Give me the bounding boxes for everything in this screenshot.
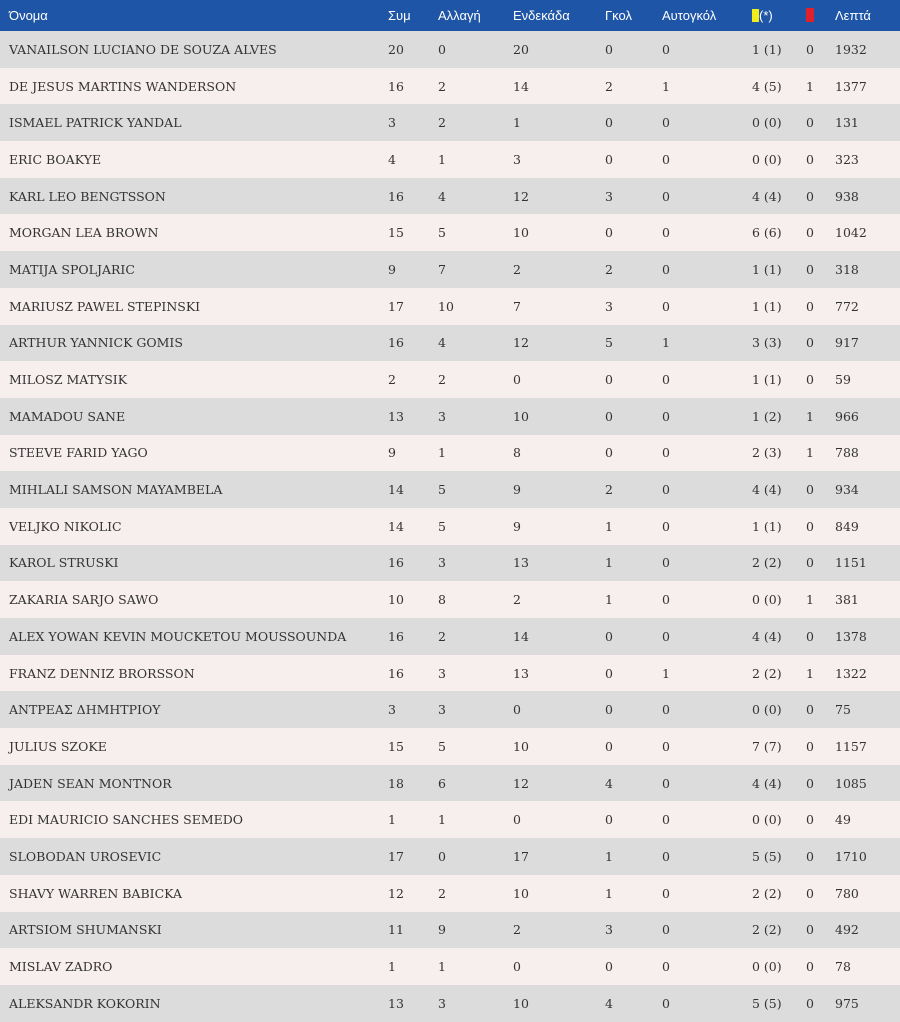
own-goals-value: 0: [662, 738, 670, 754]
goals-value: 0: [605, 738, 613, 754]
yellow-cards-value: 2 (2): [752, 922, 782, 938]
subs-value: 8: [438, 592, 446, 608]
table-row[interactable]: [0, 361, 900, 398]
yellow-cards-value: 4 (5): [752, 78, 782, 94]
subs-value: 3: [438, 555, 446, 571]
table-row[interactable]: [0, 508, 900, 545]
red-cards-value: 0: [806, 41, 814, 57]
goals-value: 1: [605, 518, 613, 534]
player-name: SLOBODAN UROSEVIC: [9, 848, 162, 864]
player-name: VELJKO NIKOLIC: [9, 518, 122, 534]
starts-value: 12: [513, 335, 529, 351]
starts-value: 0: [513, 812, 521, 828]
subs-value: 9: [438, 922, 446, 938]
player-name: JADEN SEAN MONTNOR: [9, 775, 172, 791]
red-cards-value: 0: [806, 922, 814, 938]
table-row[interactable]: [0, 398, 900, 435]
yellow-card-icon: [752, 9, 759, 22]
own-goals-value: 1: [662, 335, 670, 351]
apps-value: 16: [388, 628, 404, 644]
apps-value: 13: [388, 408, 404, 424]
own-goals-value: 0: [662, 298, 670, 314]
table-row[interactable]: [0, 288, 900, 325]
goals-value: 1: [605, 848, 613, 864]
starts-value: 13: [513, 665, 529, 681]
minutes-value: 849: [835, 518, 859, 534]
yellow-cards-value: 0 (0): [752, 115, 782, 131]
table-row[interactable]: [0, 178, 900, 215]
yellow-cards-value: 3 (3): [752, 335, 782, 351]
goals-value: 2: [605, 78, 613, 94]
apps-value: 11: [388, 922, 404, 938]
yellow-cards-value: 1 (1): [752, 261, 782, 277]
table-row[interactable]: [0, 618, 900, 655]
red-cards-value: 0: [806, 225, 814, 241]
apps-value: 1: [388, 959, 396, 975]
goals-value: 0: [605, 628, 613, 644]
player-name: MORGAN LEA BROWN: [9, 225, 159, 241]
red-cards-value: 0: [806, 372, 814, 388]
apps-value: 16: [388, 188, 404, 204]
goals-value: 1: [605, 555, 613, 571]
table-row[interactable]: [0, 728, 900, 765]
table-row[interactable]: [0, 141, 900, 178]
goals-value: 0: [605, 41, 613, 57]
red-cards-value: 0: [806, 482, 814, 498]
own-goals-value: 0: [662, 702, 670, 718]
goals-value: 0: [605, 665, 613, 681]
own-goals-value: 0: [662, 555, 670, 571]
goals-value: 1: [605, 592, 613, 608]
player-name: STEEVE FARID YAGO: [9, 445, 148, 461]
yellow-suffix: (*): [759, 8, 773, 23]
starts-value: 0: [513, 372, 521, 388]
goals-value: 3: [605, 188, 613, 204]
subs-value: 4: [438, 335, 446, 351]
player-name: JULIUS SZOKE: [9, 738, 107, 754]
subs-value: 5: [438, 518, 446, 534]
red-cards-value: 0: [806, 702, 814, 718]
subs-value: 5: [438, 225, 446, 241]
own-goals-value: 0: [662, 225, 670, 241]
starts-value: 14: [513, 628, 529, 644]
minutes-value: 917: [835, 335, 859, 351]
red-cards-value: 0: [806, 959, 814, 975]
red-cards-value: 0: [806, 885, 814, 901]
subs-value: 10: [438, 298, 454, 314]
yellow-cards-value: 0 (0): [752, 702, 782, 718]
col-header-goals[interactable]: Γκολ: [605, 8, 632, 23]
player-name: ISMAEL PATRICK YANDAL: [9, 115, 182, 131]
minutes-value: 975: [835, 995, 859, 1011]
minutes-value: 938: [835, 188, 859, 204]
own-goals-value: 1: [662, 78, 670, 94]
col-header-red-cards[interactable]: [806, 0, 835, 31]
goals-value: 0: [605, 408, 613, 424]
table-row[interactable]: [0, 655, 900, 692]
yellow-cards-value: 1 (1): [752, 41, 782, 57]
goals-value: 0: [605, 445, 613, 461]
table-row[interactable]: [0, 691, 900, 728]
minutes-value: 788: [835, 445, 859, 461]
yellow-cards-value: 6 (6): [752, 225, 782, 241]
subs-value: 1: [438, 151, 446, 167]
player-name: MISLAV ZADRO: [9, 959, 113, 975]
subs-value: 2: [438, 885, 446, 901]
starts-value: 17: [513, 848, 529, 864]
own-goals-value: 0: [662, 775, 670, 791]
own-goals-value: 0: [662, 115, 670, 131]
minutes-value: 1085: [835, 775, 867, 791]
apps-value: 3: [388, 115, 396, 131]
goals-value: 0: [605, 702, 613, 718]
minutes-value: 1322: [835, 665, 867, 681]
apps-value: 13: [388, 995, 404, 1011]
table-row[interactable]: [0, 68, 900, 105]
table-row[interactable]: [0, 325, 900, 362]
minutes-value: 49: [835, 812, 851, 828]
starts-value: 10: [513, 408, 529, 424]
minutes-value: 966: [835, 408, 859, 424]
subs-value: 5: [438, 482, 446, 498]
minutes-value: 780: [835, 885, 859, 901]
own-goals-value: 0: [662, 41, 670, 57]
apps-value: 3: [388, 702, 396, 718]
red-cards-value: 0: [806, 298, 814, 314]
starts-value: 12: [513, 188, 529, 204]
table-row[interactable]: [0, 435, 900, 472]
player-name: ALEX YOWAN KEVIN MOUCKETOU MOUSSOUNDA: [9, 628, 347, 644]
table-row[interactable]: [0, 104, 900, 141]
table-body: [0, 31, 900, 1022]
table-row[interactable]: [0, 948, 900, 985]
minutes-value: 772: [835, 298, 859, 314]
apps-value: 17: [388, 848, 404, 864]
minutes-value: 78: [835, 959, 851, 975]
red-cards-value: 0: [806, 775, 814, 791]
player-name: KARL LEO BENGTSSON: [9, 188, 166, 204]
col-header-yellow-cards[interactable]: [752, 0, 806, 31]
apps-value: 9: [388, 261, 396, 277]
yellow-cards-value: 4 (4): [752, 775, 782, 791]
yellow-cards-value: 7 (7): [752, 738, 782, 754]
starts-value: 1: [513, 115, 521, 131]
starts-value: 3: [513, 151, 521, 167]
own-goals-value: 0: [662, 445, 670, 461]
subs-value: 0: [438, 848, 446, 864]
starts-value: 14: [513, 78, 529, 94]
starts-value: 9: [513, 482, 521, 498]
yellow-cards-value: 4 (4): [752, 188, 782, 204]
subs-value: 3: [438, 408, 446, 424]
apps-value: 12: [388, 885, 404, 901]
yellow-cards-value: 2 (2): [752, 885, 782, 901]
goals-value: 5: [605, 335, 613, 351]
red-cards-value: 1: [806, 592, 814, 608]
subs-value: 2: [438, 115, 446, 131]
starts-value: 12: [513, 775, 529, 791]
minutes-value: 1932: [835, 41, 867, 57]
player-name: ZAKARIA SARJO SAWO: [9, 592, 159, 608]
own-goals-value: 0: [662, 592, 670, 608]
minutes-value: 492: [835, 922, 859, 938]
own-goals-value: 0: [662, 261, 670, 277]
own-goals-value: 0: [662, 482, 670, 498]
player-name: MARIUSZ PAWEL STEPINSKI: [9, 298, 201, 314]
starts-value: 2: [513, 592, 521, 608]
table-row[interactable]: [0, 838, 900, 875]
apps-value: 16: [388, 665, 404, 681]
subs-value: 4: [438, 188, 446, 204]
subs-value: 6: [438, 775, 446, 791]
table-header-row: [0, 0, 900, 31]
table-row[interactable]: [0, 214, 900, 251]
col-header-starts[interactable]: Ενδεκάδα: [513, 8, 570, 23]
own-goals-value: 0: [662, 188, 670, 204]
table-row[interactable]: [0, 765, 900, 802]
goals-value: 0: [605, 959, 613, 975]
table-row[interactable]: [0, 251, 900, 288]
player-name: FRANZ DENNIZ BRORSSON: [9, 665, 195, 681]
starts-value: 20: [513, 41, 529, 57]
table-row[interactable]: [0, 581, 900, 618]
red-cards-value: 1: [806, 78, 814, 94]
player-name: DE JESUS MARTINS WANDERSON: [9, 78, 237, 94]
own-goals-value: 0: [662, 959, 670, 975]
minutes-value: 1157: [835, 738, 867, 754]
table-row[interactable]: [0, 912, 900, 949]
apps-value: 17: [388, 298, 404, 314]
starts-value: 10: [513, 995, 529, 1011]
player-name: ERIC BOAKYE: [9, 151, 102, 167]
starts-value: 9: [513, 518, 521, 534]
yellow-cards-value: 0 (0): [752, 812, 782, 828]
yellow-cards-value: 1 (1): [752, 372, 782, 388]
goals-value: 1: [605, 885, 613, 901]
apps-value: 16: [388, 335, 404, 351]
goals-value: 0: [605, 151, 613, 167]
subs-value: 1: [438, 812, 446, 828]
player-name: ARTSIOM SHUMANSKI: [9, 922, 162, 938]
own-goals-value: 0: [662, 372, 670, 388]
red-cards-value: 0: [806, 555, 814, 571]
yellow-cards-value: 0 (0): [752, 151, 782, 167]
col-header-apps[interactable]: Συμ: [388, 8, 411, 23]
player-name: KAROL STRUSKI: [9, 555, 119, 571]
table-row[interactable]: [0, 471, 900, 508]
starts-value: 0: [513, 959, 521, 975]
minutes-value: 1378: [835, 628, 867, 644]
minutes-value: 934: [835, 482, 859, 498]
apps-value: 20: [388, 41, 404, 57]
player-name: ΑΝΤΡΕΑΣ ΔΗΜΗΤΡΙΟΥ: [9, 702, 161, 718]
own-goals-value: 1: [662, 665, 670, 681]
starts-value: 0: [513, 702, 521, 718]
red-cards-value: 1: [806, 445, 814, 461]
apps-value: 14: [388, 482, 404, 498]
goals-value: 2: [605, 261, 613, 277]
yellow-cards-value: 1 (1): [752, 298, 782, 314]
subs-value: 3: [438, 665, 446, 681]
yellow-cards-value: 0 (0): [752, 959, 782, 975]
table-row[interactable]: [0, 875, 900, 912]
apps-value: 16: [388, 78, 404, 94]
red-cards-value: 0: [806, 995, 814, 1011]
player-name: ALEKSANDR KOKORIN: [9, 995, 161, 1011]
player-name: MATIJA SPOLJARIC: [9, 261, 135, 277]
minutes-value: 1710: [835, 848, 867, 864]
subs-value: 7: [438, 261, 446, 277]
apps-value: 15: [388, 738, 404, 754]
yellow-cards-value: 2 (2): [752, 555, 782, 571]
subs-value: 3: [438, 702, 446, 718]
minutes-value: 1042: [835, 225, 867, 241]
yellow-cards-value: 5 (5): [752, 848, 782, 864]
subs-value: 0: [438, 41, 446, 57]
subs-value: 2: [438, 78, 446, 94]
own-goals-value: 0: [662, 408, 670, 424]
col-header-minutes[interactable]: Λεπτά: [835, 8, 871, 23]
yellow-cards-value: 1 (1): [752, 518, 782, 534]
goals-value: 0: [605, 812, 613, 828]
minutes-value: 131: [835, 115, 859, 131]
red-cards-value: 1: [806, 665, 814, 681]
minutes-value: 1151: [835, 555, 867, 571]
own-goals-value: 0: [662, 812, 670, 828]
starts-value: 10: [513, 225, 529, 241]
starts-value: 8: [513, 445, 521, 461]
red-cards-value: 0: [806, 151, 814, 167]
apps-value: 1: [388, 812, 396, 828]
red-cards-value: 0: [806, 738, 814, 754]
yellow-cards-value: 0 (0): [752, 592, 782, 608]
starts-value: 7: [513, 298, 521, 314]
goals-value: 2: [605, 482, 613, 498]
goals-value: 4: [605, 775, 613, 791]
yellow-cards-value: 2 (3): [752, 445, 782, 461]
own-goals-value: 0: [662, 995, 670, 1011]
subs-value: 1: [438, 445, 446, 461]
table-row[interactable]: [0, 985, 900, 1022]
goals-value: 0: [605, 372, 613, 388]
subs-value: 5: [438, 738, 446, 754]
apps-value: 9: [388, 445, 396, 461]
goals-value: 0: [605, 115, 613, 131]
apps-value: 16: [388, 555, 404, 571]
red-cards-value: 0: [806, 518, 814, 534]
own-goals-value: 0: [662, 628, 670, 644]
apps-value: 15: [388, 225, 404, 241]
starts-value: 2: [513, 922, 521, 938]
minutes-value: 1377: [835, 78, 867, 94]
goals-value: 3: [605, 298, 613, 314]
red-cards-value: 0: [806, 812, 814, 828]
red-cards-value: 0: [806, 261, 814, 277]
subs-value: 3: [438, 995, 446, 1011]
apps-value: 2: [388, 372, 396, 388]
table-row[interactable]: [0, 545, 900, 582]
player-name: ARTHUR YANNICK GOMIS: [9, 335, 183, 351]
player-name: VANAILSON LUCIANO DE SOUZA ALVES: [9, 41, 277, 57]
yellow-cards-value: 5 (5): [752, 995, 782, 1011]
col-header-own-goals[interactable]: Αυτογκόλ: [662, 8, 717, 23]
starts-value: 10: [513, 885, 529, 901]
own-goals-value: 0: [662, 885, 670, 901]
yellow-cards-value: 4 (4): [752, 482, 782, 498]
yellow-cards-value: 1 (2): [752, 408, 782, 424]
table-row[interactable]: [0, 31, 900, 68]
own-goals-value: 0: [662, 518, 670, 534]
col-header-name[interactable]: Όνομα: [9, 8, 48, 23]
minutes-value: 75: [835, 702, 851, 718]
goals-value: 4: [605, 995, 613, 1011]
red-cards-value: 0: [806, 848, 814, 864]
starts-value: 13: [513, 555, 529, 571]
apps-value: 18: [388, 775, 404, 791]
table-row[interactable]: [0, 801, 900, 838]
minutes-value: 381: [835, 592, 859, 608]
apps-value: 4: [388, 151, 396, 167]
own-goals-value: 0: [662, 848, 670, 864]
player-name: SHAVY WARREN BABICKA: [9, 885, 182, 901]
player-name: MIHLALI SAMSON MAYAMBELA: [9, 482, 223, 498]
apps-value: 10: [388, 592, 404, 608]
subs-value: 2: [438, 628, 446, 644]
red-cards-value: 0: [806, 115, 814, 131]
red-cards-value: 0: [806, 188, 814, 204]
subs-value: 2: [438, 372, 446, 388]
col-header-subs[interactable]: Αλλαγή: [438, 8, 481, 23]
starts-value: 10: [513, 738, 529, 754]
red-cards-value: 0: [806, 628, 814, 644]
goals-value: 0: [605, 225, 613, 241]
minutes-value: 318: [835, 261, 859, 277]
red-cards-value: 1: [806, 408, 814, 424]
red-cards-value: 0: [806, 335, 814, 351]
red-card-icon: [806, 8, 814, 22]
apps-value: 14: [388, 518, 404, 534]
goals-value: 3: [605, 922, 613, 938]
yellow-cards-value: 2 (2): [752, 665, 782, 681]
player-name: EDI MAURICIO SANCHES SEMEDO: [9, 812, 244, 828]
player-name: MAMADOU SANE: [9, 408, 126, 424]
player-name: MILOSZ MATYSIK: [9, 372, 128, 388]
subs-value: 1: [438, 959, 446, 975]
own-goals-value: 0: [662, 151, 670, 167]
minutes-value: 59: [835, 372, 851, 388]
own-goals-value: 0: [662, 922, 670, 938]
minutes-value: 323: [835, 151, 859, 167]
yellow-cards-value: 4 (4): [752, 628, 782, 644]
starts-value: 2: [513, 261, 521, 277]
